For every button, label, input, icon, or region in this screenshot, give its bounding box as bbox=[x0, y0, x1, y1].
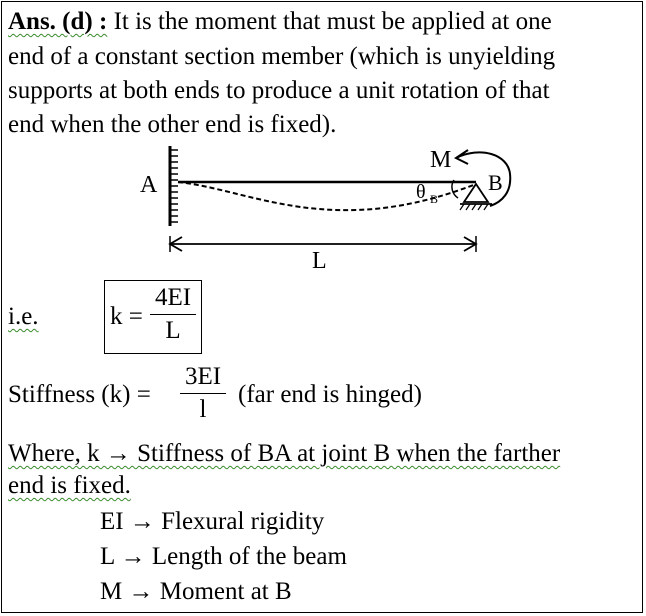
formula2-bar bbox=[180, 393, 226, 394]
formula2-fraction bbox=[180, 362, 226, 425]
formula1-numerator: 4EI bbox=[154, 284, 192, 311]
answer-line-1 bbox=[8, 6, 552, 38]
moment-arrowhead bbox=[456, 150, 468, 164]
formula1-lhs: k = bbox=[110, 303, 143, 330]
answer-line-3: supports at both ends to produce a unit rotation of that bbox=[8, 77, 550, 104]
label-m: M bbox=[430, 147, 452, 173]
answer-line-2: end of a constant section member (which is unyielding bbox=[8, 43, 556, 70]
definition-m: M → Moment at B bbox=[100, 578, 292, 605]
formula1-bar bbox=[150, 314, 196, 315]
pin-support bbox=[464, 184, 488, 202]
formula2-denominator: l bbox=[199, 396, 207, 423]
formula2-note: (far end is hinged) bbox=[238, 381, 422, 408]
formula1-fraction bbox=[150, 283, 196, 346]
label-theta-sub: B bbox=[430, 192, 439, 206]
definition-l: L → Length of the beam bbox=[100, 543, 347, 570]
answer-text-1: It is the moment that must be applied at one bbox=[107, 8, 552, 35]
ie-label: i.e. bbox=[8, 303, 39, 330]
label-theta: θ bbox=[416, 181, 426, 203]
label-a: A bbox=[140, 172, 158, 198]
label-l: L bbox=[312, 248, 327, 274]
formula1-denominator: L bbox=[165, 317, 181, 344]
formula2-lhs: Stiffness (k) = bbox=[8, 381, 151, 408]
answer-line-4: end when the other end is fixed). bbox=[8, 111, 337, 138]
where-line-2: end is fixed. bbox=[8, 472, 131, 499]
where-line-1: Where, k → Stiffness of BA at joint B when the farther bbox=[8, 440, 561, 467]
formula2-numerator: 3EI bbox=[184, 363, 222, 390]
label-b: B bbox=[488, 170, 503, 195]
answer-card bbox=[1, 1, 643, 613]
definition-ei: EI → Flexural rigidity bbox=[100, 508, 325, 535]
answer-prefix: Ans. (d) : bbox=[8, 8, 108, 35]
beam-diagram bbox=[2, 140, 644, 280]
